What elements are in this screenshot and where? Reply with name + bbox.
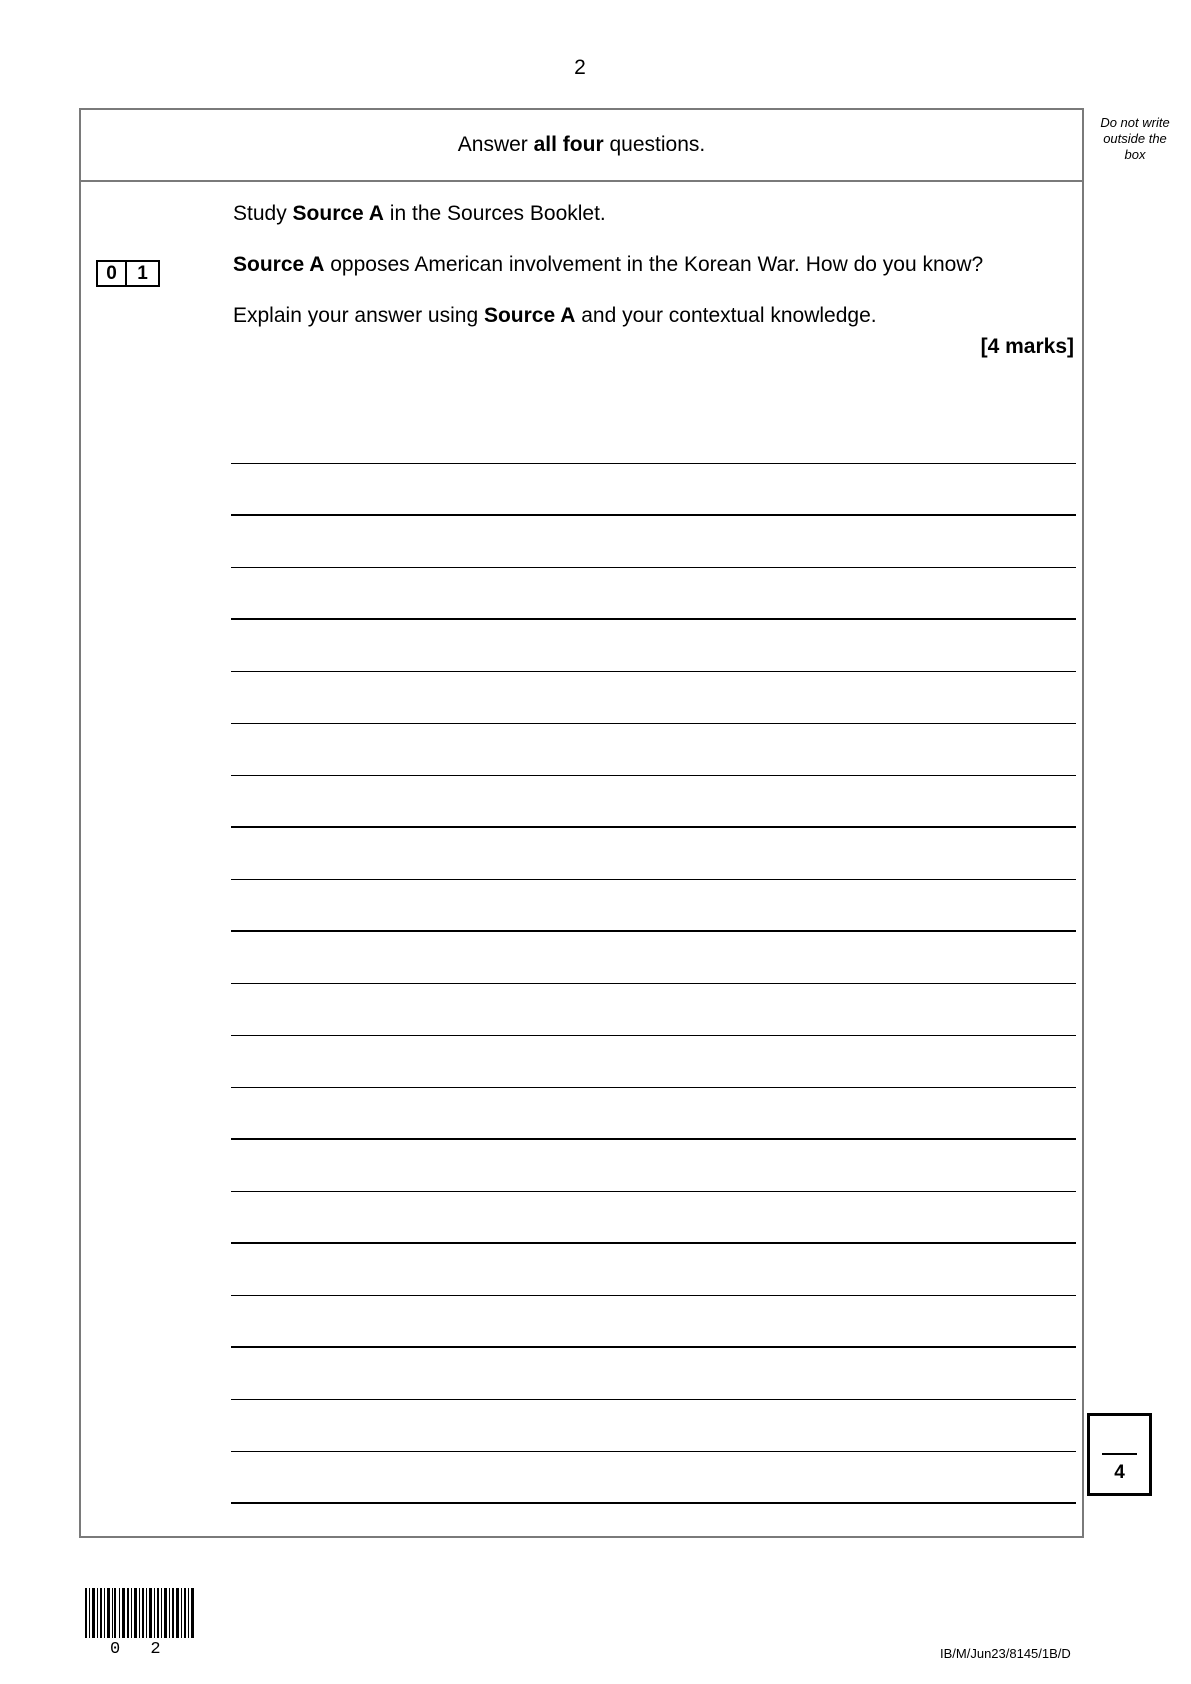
answer-line[interactable]: [231, 932, 1076, 984]
answer-line[interactable]: [231, 1296, 1076, 1348]
study-post: in the Sources Booklet.: [383, 202, 606, 225]
explain-post: and your contextual knowledge.: [575, 304, 877, 327]
answer-line[interactable]: [231, 1140, 1076, 1192]
study-bold: Source A: [292, 202, 384, 225]
answer-line[interactable]: [231, 724, 1076, 776]
prompt-bold: Source A: [233, 253, 325, 276]
answer-line[interactable]: [231, 1192, 1076, 1244]
mark-total-box: [1087, 1413, 1152, 1496]
answer-line[interactable]: [231, 984, 1076, 1036]
answer-line[interactable]: [231, 620, 1076, 672]
question-prompt: [233, 253, 983, 277]
explain-pre: Explain your answer using: [233, 304, 484, 327]
study-pre: Study: [233, 202, 293, 225]
study-line: [233, 202, 606, 226]
answer-line[interactable]: [231, 776, 1076, 828]
barcode-text: 0 2: [110, 1640, 171, 1659]
instruction-post: questions.: [603, 133, 706, 156]
margin-note: [1090, 115, 1180, 163]
answer-line[interactable]: [231, 412, 1076, 464]
question-digit-1: 0: [96, 260, 127, 287]
mark-box-divider: [1102, 1453, 1137, 1455]
question-digit-2: 1: [127, 260, 160, 287]
answer-line[interactable]: [231, 1348, 1076, 1400]
prompt-post: opposes American involvement in the Korean War. How do you know?: [324, 253, 984, 276]
answer-line[interactable]: [231, 1452, 1076, 1504]
explain-line: [233, 304, 877, 328]
answer-line[interactable]: [231, 1244, 1076, 1296]
answer-line[interactable]: [231, 464, 1076, 516]
answer-line[interactable]: [231, 568, 1076, 620]
instruction-bar: [81, 110, 1082, 182]
question-number: [96, 260, 160, 287]
explain-bold: Source A: [483, 304, 576, 327]
answer-line[interactable]: [231, 828, 1076, 880]
page-number: 2: [574, 56, 586, 79]
answer-line[interactable]: [231, 880, 1076, 932]
answer-line[interactable]: [231, 516, 1076, 568]
instruction-pre: Answer: [457, 133, 534, 156]
answer-frame: [79, 108, 1084, 1538]
answer-line[interactable]: [231, 1088, 1076, 1140]
barcode: [85, 1588, 195, 1638]
margin-note-line-2: outside the: [1103, 131, 1167, 146]
footer-reference: IB/M/Jun23/8145/1B/D: [940, 1646, 1071, 1661]
answer-line[interactable]: [231, 672, 1076, 724]
answer-line[interactable]: [231, 1036, 1076, 1088]
instruction-bold: all four: [533, 133, 604, 156]
margin-note-line-3: box: [1124, 147, 1146, 162]
answer-line[interactable]: [231, 1400, 1076, 1452]
mark-total: 4: [1114, 1462, 1125, 1483]
answer-lines[interactable]: [231, 412, 1076, 1504]
marks-label: [4 marks]: [980, 335, 1074, 358]
margin-note-line-1: Do not write: [1100, 115, 1170, 130]
